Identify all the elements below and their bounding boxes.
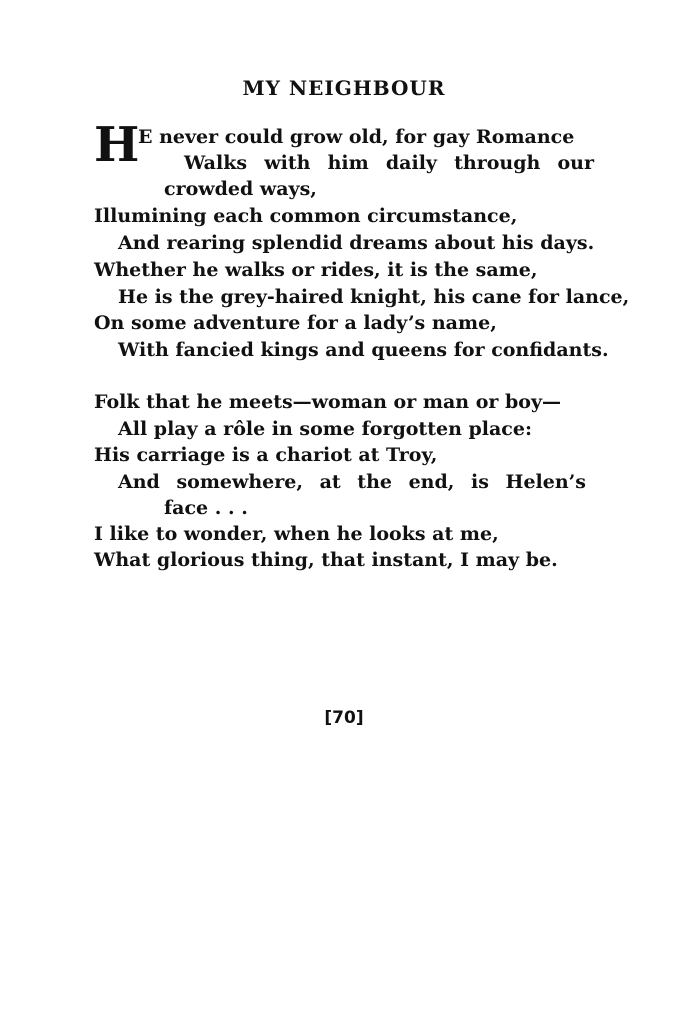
page-number: [70] [324, 708, 364, 728]
poem-line: Walks with him daily through our [184, 152, 594, 174]
poem-line: crowded ways, [164, 178, 317, 200]
poem-line: E never could grow old, for gay Romance [138, 126, 575, 148]
poem-line: On some adventure for a lady’s name, [94, 312, 497, 334]
poem-line: With fancied kings and queens for confidants. [118, 339, 609, 361]
poem-line: His carriage is a chariot at Troy, [94, 444, 438, 466]
poem-line: And somewhere, at the end, is Helen’s [118, 471, 586, 493]
drop-cap: H [94, 117, 140, 173]
poem-line: And rearing splendid dreams about his days. [118, 232, 595, 254]
poem-title: MY NEIGHBOUR [242, 76, 446, 100]
poem-line: Illumining each common circumstance, [94, 205, 518, 227]
poem-line: He is the grey-haired knight, his cane for lance, [118, 286, 630, 308]
poem-line: face . . . [164, 497, 248, 519]
poem-line: Folk that he meets—woman or man or boy— [94, 391, 561, 413]
poem-line: What glorious thing, that instant, I may be. [94, 549, 558, 571]
poem-line: I like to wonder, when he looks at me, [94, 523, 499, 545]
poem-line: All play a rôle in some forgotten place: [118, 418, 532, 440]
poem-line: Whether he walks or rides, it is the same, [94, 259, 538, 281]
